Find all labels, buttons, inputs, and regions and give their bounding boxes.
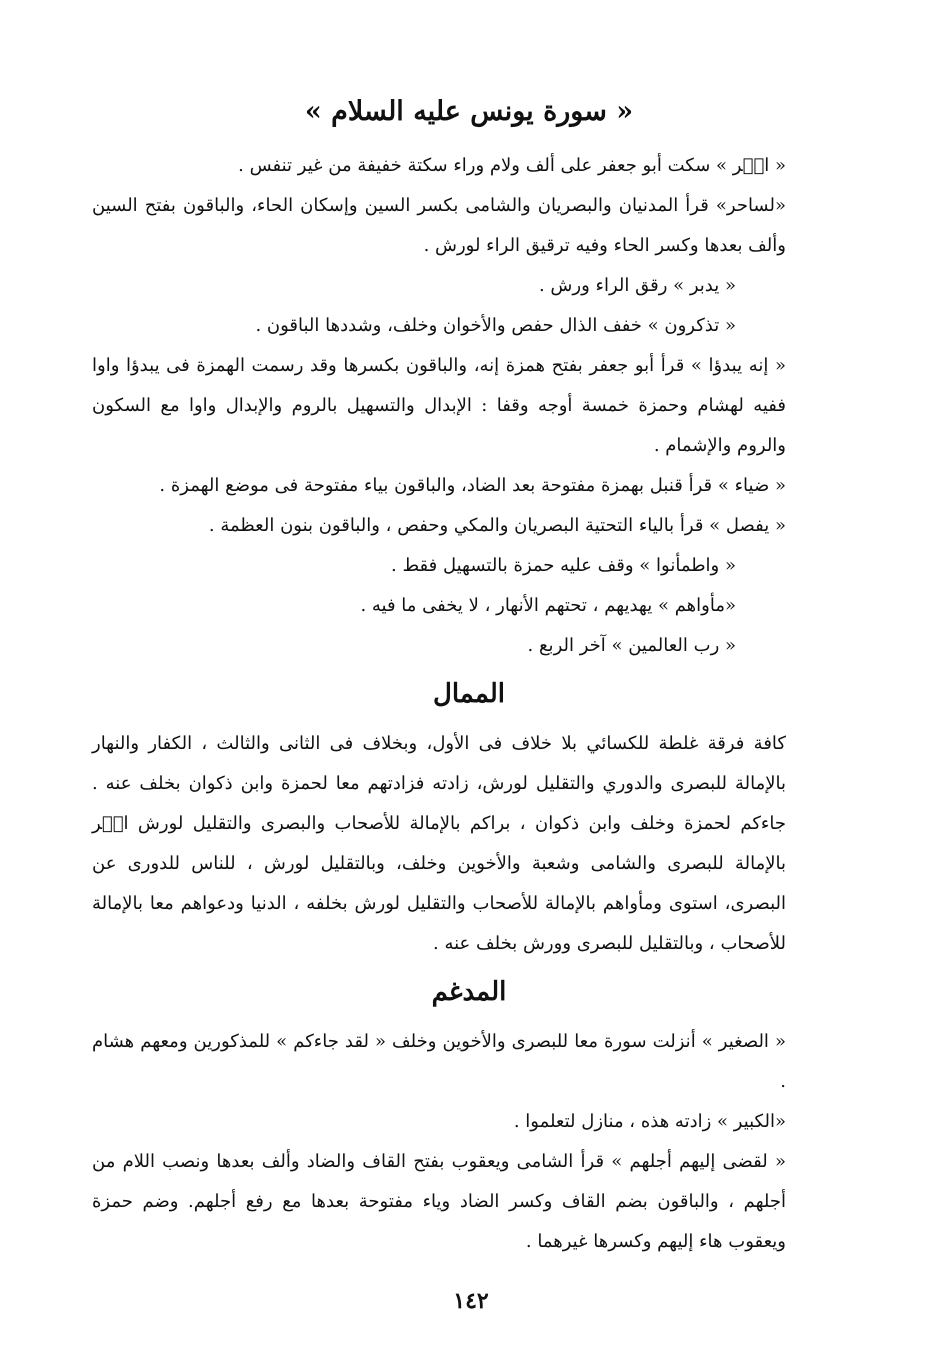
idgham-kabir: «الكبير » زادته هذه ، منازل لتعلموا . — [513, 1111, 786, 1132]
paragraph-itmaannu: « واطمأنوا » وقف عليه حمزة بالتسهيل فقط . — [391, 555, 736, 576]
idgham-saghir: « الصغير » أنزلت سورة معا للبصرى والأخوين وخلف « لقد جاءكم » للمذكورين ومعهم هشام . — [92, 1031, 786, 1092]
paragraph-innahu-yabdau: « إنه يبدؤا » قرأ أبو جعفر بفتح همزة إنه، والباقون بكسرها وقد رسمت الهمزة فى يبدؤا واوا ففيه لهشام وحمزة خمسة أوجه وقفا : الإبدال والتسهيل بالروم والإبدال واوا مع السكون والروم والإشمام . — [92, 355, 786, 456]
paragraph-mawahum: «مأواهم » يهديهم ، تحتهم الأنهار ، لا يخفى ما فيه . — [360, 595, 736, 616]
page-number: ١٤٢ — [453, 1288, 489, 1314]
paragraph-diya: « ضياء » قرأ قنبل بهمزة مفتوحة بعد الضاد، والباقون بياء مفتوحة فى موضع الهمزة . — [159, 475, 786, 496]
paragraph-rabb-alalamin: « رب العالمين » آخر الربع . — [527, 635, 736, 656]
paragraph-tadhakkarun: « تذكرون » خفف الذال حفص والأخوان وخلف، وشددها الباقون . — [255, 315, 736, 336]
paragraph-laqudiya: « لقضى إليهم أجلهم » قرأ الشامى ويعقوب بفتح القاف والضاد وألف بعدها ونصب اللام من أجلهم ، والباقون بضم القاف وكسر الضاد وياء مفتوحة بعدها مع رفع أجلهم. وضم حمزة ويعقوب هاء إليهم وكسرها غيرهما . — [92, 1151, 786, 1252]
section-heading-imala: الممال — [432, 679, 506, 709]
paragraph-alif-lam-ra: « الۤر » سكت أبو جعفر على ألف ولام وراء سكتة خفيفة من غير تنفس . — [238, 155, 786, 176]
paragraph-yufassil: « يفصل » قرأ بالياء التحتية البصريان والمكي وحفص ، والباقون بنون العظمة . — [208, 515, 786, 536]
paragraph-sahir: «لساحر» قرأ المدنيان والبصريان والشامى بكسر السين وإسكان الحاء، والباقون بفتح السين وألف بعدها وكسر الحاء وفيه ترقيق الراء لورش . — [92, 195, 786, 256]
section-heading-idgham: المدغم — [431, 977, 507, 1007]
paragraph-yudabbir: « يدبر » رقق الراء ورش . — [538, 275, 736, 296]
surah-title: « سورة يونس عليه السلام » — [304, 96, 634, 127]
imala-text: كافة فرقة غلطة للكسائي بلا خلاف فى الأول، وبخلاف فى الثانى والثالث ، الكفار والنهار بالإمالة للبصرى والدوري والتقليل لورش، زادته فزادتهم معا لحمزة وابن ذكوان بخلف عنه . جاءكم لحمزة وخلف وابن ذكوان ، براكم بالإمالة للأصحاب والبصرى والتقليل لورش الۤر بالإمالة للبصرى والشامى وشعبة والأخوين وخلف، وبالتقليل لورش ، للناس للدورى عن البصرى، استوى ومأواهم بالإمالة للأصحاب والتقليل لورش بخلفه ، الدنيا ودعواهم معا بالإمالة للأصحاب ، وبالتقليل للبصرى وورش بخلف عنه . — [92, 733, 786, 954]
